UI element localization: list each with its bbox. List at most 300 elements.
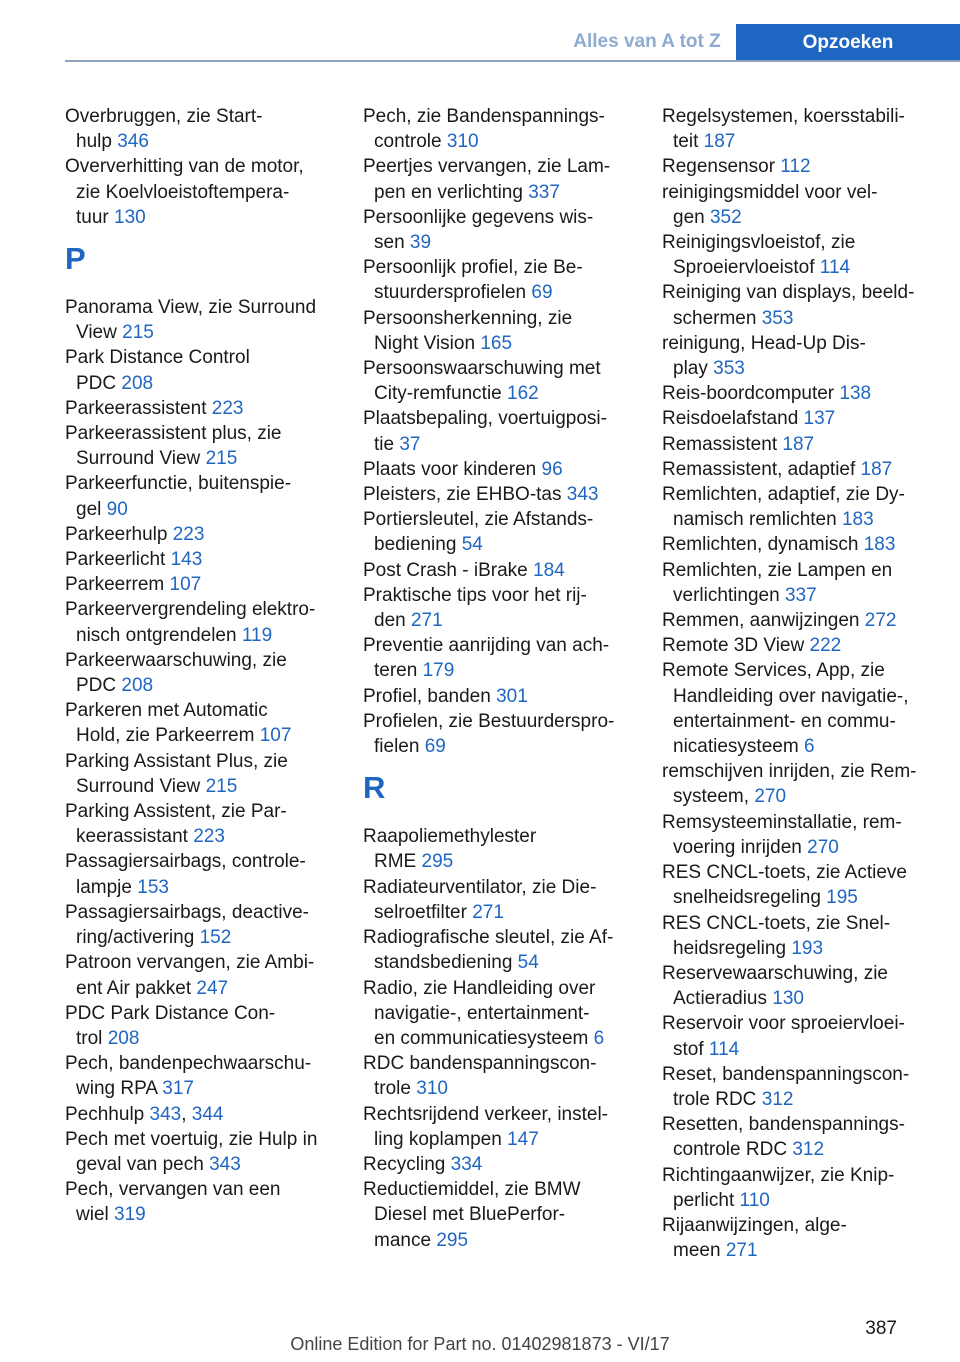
index-entry-text: Rijaanwijzingen, alge- <box>662 1214 847 1236</box>
index-entry-line <box>662 432 960 457</box>
page-reference-link[interactable]: 223 <box>211 397 244 419</box>
index-entry-text: Pechhulp <box>65 1103 150 1125</box>
index-entry-line <box>65 976 365 1001</box>
index-entry-line <box>363 104 663 129</box>
index-entry-text: play <box>673 358 714 380</box>
index-entry-line <box>65 1026 365 1051</box>
index-entry-line <box>363 306 663 331</box>
page-reference-link[interactable]: 187 <box>782 433 815 455</box>
index-entry-text: Remlichten, zie Lampen en <box>662 559 893 581</box>
page-reference-link[interactable]: 312 <box>792 1139 825 1161</box>
index-entry-line <box>662 1011 960 1036</box>
page-reference-link[interactable]: 223 <box>172 523 205 545</box>
index-entry-text: Plaats voor kinderen <box>363 458 542 480</box>
index-entry-text: RES CNCL-toets, zie Snel- <box>662 912 891 934</box>
index-entry-text: Persoonlijke gegevens wis- <box>363 206 594 228</box>
index-entry-line <box>662 961 960 986</box>
index-entry-text: snelheidsregeling <box>673 887 827 909</box>
page-reference-link[interactable]: 343 <box>566 484 599 506</box>
index-entry <box>65 547 365 572</box>
index-entry-line <box>662 759 960 784</box>
index-entry-text: Pleisters, zie EHBO-tas <box>363 484 567 506</box>
page-reference-link[interactable]: 215 <box>205 448 238 470</box>
index-entry-text: Praktische tips voor het rij- <box>363 584 587 606</box>
index-entry-text: Raapoliemethylester <box>363 826 537 848</box>
page-reference-link[interactable]: 208 <box>107 1027 140 1049</box>
page-reference-link[interactable]: 271 <box>725 1240 758 1262</box>
page-reference-link[interactable]: 137 <box>803 408 836 430</box>
index-entry-line <box>662 482 960 507</box>
index-entry-line <box>662 1163 960 1188</box>
index-entry <box>65 1001 365 1051</box>
page-reference-link[interactable]: 165 <box>480 332 513 354</box>
page-reference-link[interactable]: 310 <box>446 131 479 153</box>
index-entry-text: Parking Assistent, zie Par- <box>65 801 287 823</box>
index-entry-line <box>363 255 663 280</box>
header-rule <box>65 60 960 62</box>
index-entry-line <box>363 1001 663 1026</box>
index-entry-text: Oververhitting van de motor, <box>65 156 304 178</box>
index-entry-text: heidsregeling <box>673 937 792 959</box>
index-entry-line <box>662 658 960 683</box>
index-entry-text: perlicht <box>673 1189 740 1211</box>
index-entry-text: Parkeerassistent plus, zie <box>65 423 282 445</box>
index-entry-line <box>363 684 663 709</box>
index-entry-line <box>662 608 960 633</box>
index-entry-text: Panorama View, zie Surround <box>65 297 317 319</box>
index-entry <box>65 295 365 345</box>
index-entry <box>363 1177 663 1253</box>
index-entry-line <box>65 623 365 648</box>
index-entry-text: pen en verlichting <box>374 181 529 203</box>
index-entry-line <box>363 331 663 356</box>
index-entry-line <box>662 810 960 835</box>
index-entry <box>662 911 960 961</box>
index-entry-text: Peertjes vervangen, zie Lam- <box>363 156 611 178</box>
index-entry <box>65 421 365 471</box>
index-entry-line <box>363 129 663 154</box>
index-entry-line <box>363 280 663 305</box>
index-entry-text: Reset, bandenspanningscon- <box>662 1063 910 1085</box>
page-reference-link[interactable]: 130 <box>772 988 804 1010</box>
index-entry-line <box>65 320 365 345</box>
index-entry-line <box>363 180 663 205</box>
page-reference-link[interactable]: 247 <box>196 977 229 999</box>
index-entry-line <box>65 421 365 446</box>
index-entry <box>65 572 365 597</box>
page-reference-link[interactable]: 54 <box>461 534 483 556</box>
index-entry <box>363 205 663 255</box>
index-entry-line <box>65 749 365 774</box>
index-entry-line <box>363 356 663 381</box>
index-entry <box>662 658 960 759</box>
index-entry <box>363 482 663 507</box>
index-entry-line <box>363 532 663 557</box>
index-entry <box>363 406 663 456</box>
index-entry-text: Remlichten, adaptief, zie Dy- <box>662 484 905 506</box>
page-reference-link[interactable]: 271 <box>472 901 504 923</box>
index-entry-line <box>363 900 663 925</box>
page-reference-link[interactable]: 272 <box>864 610 897 632</box>
index-entry <box>662 1213 960 1263</box>
index-entry-line <box>363 1026 663 1051</box>
index-entry-text: Post Crash - iBrake <box>363 559 533 581</box>
index-entry <box>65 597 365 647</box>
page-reference-link[interactable]: 270 <box>807 836 839 858</box>
index-entry-text: PDC <box>76 675 122 697</box>
index-entry-text: Parkeerassistent <box>65 397 212 419</box>
page-reference-link[interactable]: 6 <box>593 1027 605 1049</box>
page-reference-link[interactable]: 184 <box>533 559 565 581</box>
index-entry-text: Plaatsbepaling, voertuigposi- <box>363 408 607 430</box>
page-reference-link[interactable]: 222 <box>809 635 842 657</box>
page-reference-link[interactable]: 195 <box>826 887 858 909</box>
index-entry-text: reinigung, Head-Up Dis- <box>662 332 866 354</box>
index-column-1 <box>65 104 365 1228</box>
index-entry-line <box>363 824 663 849</box>
index-entry-line <box>65 1127 365 1152</box>
index-entry-text: RME <box>374 851 422 873</box>
index-entry <box>662 331 960 381</box>
index-entry-text: selroetfilter <box>374 901 473 923</box>
index-entry <box>363 976 663 1052</box>
footer-edition: Online Edition for Part no. 01402981873 - VI/17 <box>290 1334 670 1354</box>
page-reference-link[interactable]: 69 <box>424 736 446 758</box>
index-entry-text: tuur <box>76 206 115 228</box>
index-entry-text: Regelsystemen, koersstabili- <box>662 106 905 127</box>
index-entry-text: mance <box>374 1229 437 1251</box>
index-entry-text: Radio, zie Handleiding over <box>363 977 596 999</box>
index-entry-line <box>65 396 365 421</box>
index-entry-text: wiel <box>76 1204 115 1226</box>
index-entry-line <box>65 875 365 900</box>
page-reference-link[interactable]: 162 <box>507 383 539 405</box>
index-entry-line <box>65 522 365 547</box>
page-reference-link[interactable]: 346 <box>117 131 149 153</box>
index-entry-line <box>65 154 365 179</box>
page-reference-link[interactable]: 353 <box>713 358 745 380</box>
index-entry-text: Passagiersairbags, deactive- <box>65 901 309 923</box>
index-entry-line <box>662 280 960 305</box>
index-entry-text: Parking Assistant Plus, zie <box>65 750 288 772</box>
index-entry-line <box>363 709 663 734</box>
index-entry-text: ent Air pakket <box>76 977 197 999</box>
page-reference-link[interactable]: 352 <box>709 206 742 228</box>
index-entry-line <box>363 658 663 683</box>
index-entry-line <box>662 532 960 557</box>
page-reference-link[interactable]: 112 <box>780 156 811 178</box>
index-entry <box>363 558 663 583</box>
index-entry-text: wing RPA <box>76 1078 163 1100</box>
index-entry-text: Surround View <box>76 448 206 470</box>
page-reference-link[interactable]: 130 <box>114 206 146 228</box>
page-reference-link[interactable]: 90 <box>106 498 128 520</box>
page-reference-link[interactable]: 337 <box>784 584 817 606</box>
index-entry <box>363 104 663 154</box>
page-reference-link[interactable]: 183 <box>863 534 896 556</box>
index-entry <box>662 558 960 608</box>
page-reference-link[interactable]: 114 <box>708 1038 740 1060</box>
index-entry <box>662 1112 960 1162</box>
index-entry-line <box>363 875 663 900</box>
index-entry-text: Night Vision <box>374 332 481 354</box>
index-entry-text: Radiateurventilator, zie Die- <box>363 876 597 898</box>
index-entry-line <box>65 950 365 975</box>
page-reference-link[interactable]: 312 <box>761 1088 794 1110</box>
index-entry-line <box>662 356 960 381</box>
page-reference-link[interactable]: 138 <box>839 383 872 405</box>
page-reference-link[interactable]: 193 <box>791 937 824 959</box>
index-entry-line <box>662 1213 960 1238</box>
index-entry-line <box>65 698 365 723</box>
page-reference-link[interactable]: 96 <box>541 458 563 480</box>
page-reference-link[interactable]: 187 <box>860 458 893 480</box>
index-entry <box>662 381 960 406</box>
index-entry-line <box>65 799 365 824</box>
index-entry-text: trole <box>374 1078 417 1100</box>
page-reference-link[interactable]: 183 <box>841 509 874 531</box>
page-reference-link[interactable]: 37 <box>399 433 421 455</box>
index-entry-text: Reservoir voor sproeiervloei- <box>662 1013 905 1035</box>
page-reference-link[interactable]: 271 <box>410 610 443 632</box>
index-entry-text: Park Distance Control <box>65 347 250 369</box>
index-entry-line <box>65 723 365 748</box>
page-reference-link[interactable]: 295 <box>421 851 454 873</box>
index-entry-line <box>363 734 663 759</box>
index-entry-line <box>65 572 365 597</box>
index-entry <box>65 1177 365 1227</box>
index-entry-line <box>662 154 960 179</box>
page-reference-link[interactable]: 317 <box>162 1078 194 1100</box>
index-entry <box>65 950 365 1000</box>
page-reference-link[interactable]: 152 <box>199 927 232 949</box>
page-reference-link[interactable]: 107 <box>169 574 202 596</box>
index-entry <box>65 104 365 154</box>
index-entry <box>65 396 365 421</box>
index-entry-text: Profiel, banden <box>363 685 497 707</box>
index-entry-text: controle RDC <box>673 1139 793 1161</box>
page-reference-link[interactable]: 343 <box>149 1103 182 1125</box>
page-reference-link[interactable]: 208 <box>121 372 154 394</box>
page-reference-link[interactable]: 179 <box>422 660 455 682</box>
index-entry-line <box>662 583 960 608</box>
page-reference-link[interactable]: 215 <box>205 775 238 797</box>
index-entry-text: Parkeren met Automatic <box>65 700 268 722</box>
index-entry-line <box>363 1177 663 1202</box>
index-entry-text: City-remfunctie <box>374 383 508 405</box>
index-entry-line <box>662 331 960 356</box>
index-entry-text: controle <box>374 131 447 153</box>
index-entry-text: Parkeerfunctie, buitenspie- <box>65 473 292 495</box>
index-entry-text: teit <box>673 131 704 153</box>
index-entry-text: Remassistent, adaptief <box>662 458 861 480</box>
page-reference-link[interactable]: 147 <box>507 1128 539 1150</box>
index-entry-text: Reservewaarschuwing, zie <box>662 962 888 984</box>
index-entry-text: Profielen, zie Bestuurderspro- <box>363 710 615 732</box>
index-entry-text: nisch ontgrendelen <box>76 624 242 646</box>
index-entry-line <box>65 1177 365 1202</box>
index-entry <box>662 432 960 457</box>
index-entry-line <box>662 1188 960 1213</box>
index-entry-line: Pechhulp 343, 344 <box>65 1103 224 1125</box>
index-entry-text: Parkeervergrendeling elektro- <box>65 599 316 621</box>
page-reference-link[interactable]: 270 <box>754 786 787 808</box>
index-entry-text: bediening <box>374 534 462 556</box>
page-reference-link[interactable]: 208 <box>121 675 154 697</box>
page-reference-link[interactable]: 301 <box>496 685 528 707</box>
index-entry-text: Remlichten, dynamisch <box>662 534 864 556</box>
page-reference-link[interactable]: 69 <box>531 282 553 304</box>
index-entry <box>662 1062 960 1112</box>
page-reference-link[interactable]: 344 <box>191 1103 224 1125</box>
index-entry <box>662 1163 960 1213</box>
index-entry-line <box>65 597 365 622</box>
index-entry-text: trol <box>76 1027 108 1049</box>
index-entry-line <box>65 900 365 925</box>
index-entry-line <box>363 1228 663 1253</box>
index-entry-line <box>662 1037 960 1062</box>
page-reference-link[interactable]: 119 <box>241 624 273 646</box>
index-entry-line <box>662 255 960 280</box>
index-entry <box>363 1102 663 1152</box>
index-column-2 <box>363 104 663 1253</box>
page-reference-link[interactable]: 110 <box>739 1189 770 1211</box>
index-entry-line <box>363 1127 663 1152</box>
index-entry-text: lampje <box>76 876 138 898</box>
page-reference-link[interactable]: 310 <box>416 1078 448 1100</box>
index-entry-line <box>363 381 663 406</box>
page-reference-link[interactable]: 187 <box>703 131 736 153</box>
index-entry-text: Diesel met BluePerfor- <box>374 1204 566 1226</box>
page-reference-link[interactable]: 39 <box>409 232 432 254</box>
index-entry-line <box>65 446 365 471</box>
index-entry-line <box>662 936 960 961</box>
index-entry-line <box>662 1112 960 1137</box>
page-reference-link[interactable]: 6 <box>803 736 815 758</box>
index-entry <box>662 860 960 910</box>
index-entry-text: nicatiesysteem <box>673 736 804 758</box>
index-entry-line <box>65 547 365 572</box>
index-entry <box>65 799 365 849</box>
index-entry <box>363 1152 663 1177</box>
index-entry-line <box>65 774 365 799</box>
index-entry-line <box>363 432 663 457</box>
page-reference-link[interactable]: 54 <box>517 952 539 974</box>
index-entry-text: schermen <box>673 307 762 329</box>
page-reference-link[interactable]: 215 <box>122 322 154 344</box>
page-reference-link[interactable]: 319 <box>114 1204 146 1226</box>
index-entry-line <box>363 406 663 431</box>
index-entry-text: Parkeerhulp <box>65 523 173 545</box>
index-entry <box>662 608 960 633</box>
index-entry-text: Remote Services, App, zie <box>662 660 885 682</box>
index-entry <box>65 1102 365 1127</box>
index-entry-text: Reductiemiddel, zie BMW <box>363 1179 581 1201</box>
index-entry-text: zie Koelvloeistoftempera- <box>76 181 290 203</box>
index-entry-text: Parkeerlicht <box>65 549 171 571</box>
index-entry-line <box>65 104 365 129</box>
index-entry-text: Remsysteeminstallatie, rem- <box>662 811 902 833</box>
index-entry-text: Reinigingsvloeistof, zie <box>662 232 856 254</box>
index-entry-text: Parkeerrem <box>65 574 170 596</box>
index-entry-line <box>65 180 365 205</box>
index-entry-line <box>65 1152 365 1177</box>
page-reference-link[interactable]: 143 <box>170 549 203 571</box>
index-entry-line <box>65 925 365 950</box>
index-entry <box>363 824 663 874</box>
index-entry <box>662 104 960 154</box>
page-number: 387 <box>865 1318 897 1339</box>
index-entry <box>662 154 960 179</box>
index-entry <box>363 154 663 204</box>
index-entry-text: keerassistant <box>76 826 194 848</box>
index-entry-text: Sproeiervloeistof <box>673 257 820 279</box>
index-entry-line <box>65 849 365 874</box>
index-entry-text: Actieradius <box>673 988 773 1010</box>
index-entry-text: Pech, bandenpechwaarschu- <box>65 1053 312 1075</box>
index-entry-text: fielen <box>374 736 425 758</box>
index-entry <box>662 810 960 860</box>
page-reference-link[interactable]: 295 <box>436 1229 469 1251</box>
page-reference-link[interactable]: 343 <box>209 1153 241 1175</box>
index-entry-line <box>65 129 365 154</box>
index-entry <box>65 648 365 698</box>
page-reference-link[interactable]: 107 <box>259 725 292 747</box>
index-entry-line <box>662 457 960 482</box>
page-reference-link[interactable]: 353 <box>761 307 794 329</box>
index-entry-line <box>363 507 663 532</box>
index-entry-text: Persoonsherkenning, zie <box>363 307 573 329</box>
index-entry-line <box>363 849 663 874</box>
index-entry-line <box>662 986 960 1011</box>
index-entry <box>363 507 663 557</box>
index-entry-line <box>363 608 663 633</box>
page-reference-link[interactable]: 337 <box>528 181 560 203</box>
index-entry-line <box>65 371 365 396</box>
index-entry-text: Reis-boordcomputer <box>662 383 840 405</box>
index-entry-line <box>662 835 960 860</box>
index-entry-text: den <box>374 610 411 632</box>
page-reference-link[interactable]: 334 <box>450 1153 483 1175</box>
index-entry-text: standsbediening <box>374 952 518 974</box>
index-entry <box>65 900 365 950</box>
page-reference-link[interactable]: 114 <box>819 257 851 279</box>
index-entry-line <box>662 507 960 532</box>
index-entry-line <box>662 633 960 658</box>
index-entry-text: Passagiersairbags, controle- <box>65 851 306 873</box>
index-letter-heading: P <box>65 241 86 277</box>
page-reference-link[interactable]: 153 <box>137 876 169 898</box>
page-reference-link[interactable]: 223 <box>193 826 225 848</box>
section-title: Alles van A tot Z <box>573 31 721 52</box>
index-entry-line <box>662 381 960 406</box>
index-entry <box>662 482 960 532</box>
index-entry-line <box>363 558 663 583</box>
index-entry-text: RES CNCL-toets, zie Actieve <box>662 862 907 884</box>
index-entry-line <box>65 1202 365 1227</box>
index-entry-line <box>662 1238 960 1263</box>
index-entry-line <box>662 306 960 331</box>
index-entry-text: en communicatiesysteem <box>374 1027 594 1049</box>
index-entry-text: Surround View <box>76 775 206 797</box>
index-entry-line <box>662 230 960 255</box>
index-entry-text: Radiografische sleutel, zie Af- <box>363 927 614 949</box>
index-entry-text: geval van pech <box>76 1153 210 1175</box>
index-entry-line <box>65 1001 365 1026</box>
index-entry-text: Parkeerwaarschuwing, zie <box>65 649 287 671</box>
index-entry-text: entertainment- en commu- <box>673 710 896 732</box>
index-entry-text: namisch remlichten <box>673 509 842 531</box>
